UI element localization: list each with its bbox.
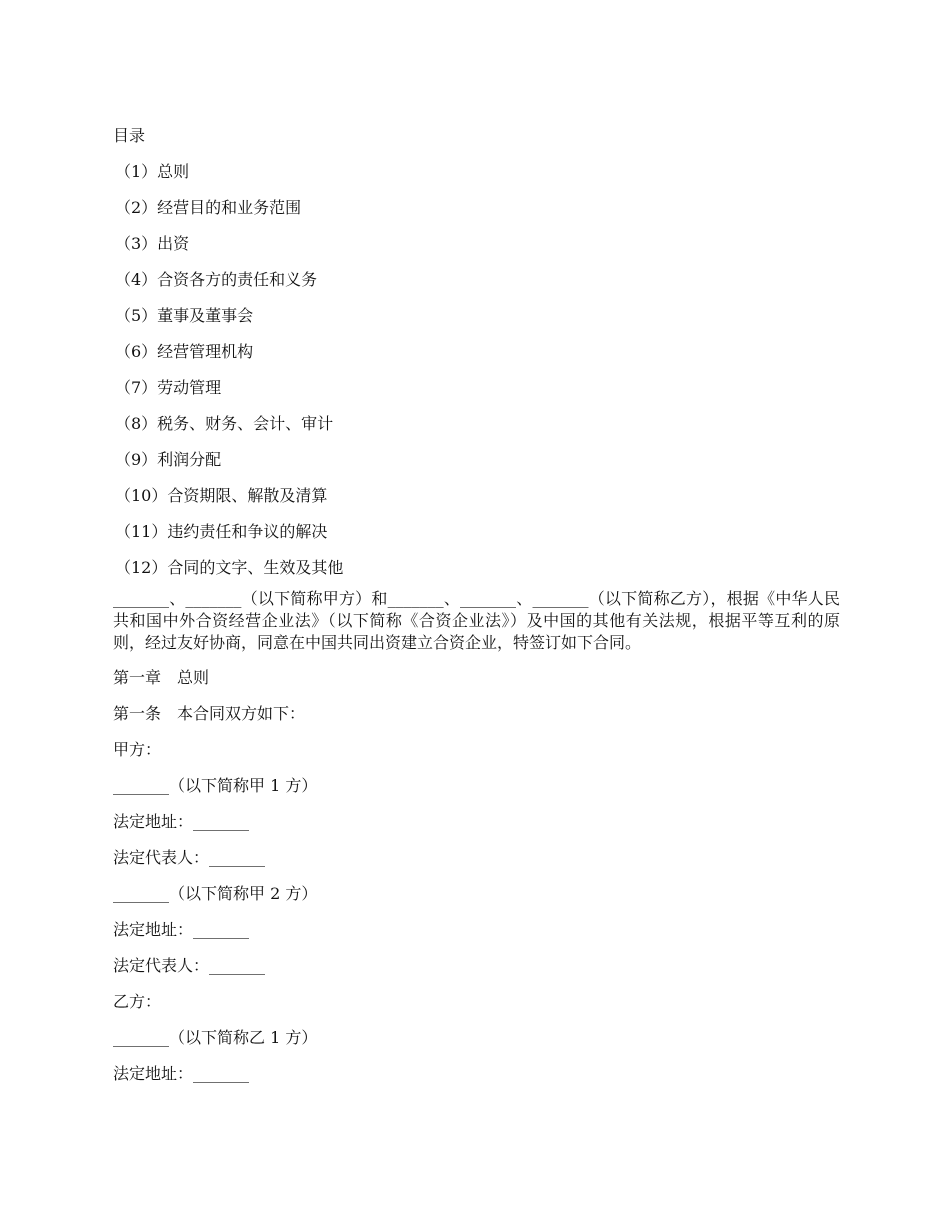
party-a-label: 甲方： [113,740,162,759]
toc-item: （8）税务、财务、会计、审计 [115,414,334,433]
toc-item: （4）合资各方的责任和义务 [115,270,318,289]
toc-item: （2）经营目的和业务范围 [115,198,302,217]
toc-title: 目录 [113,126,146,145]
document-page [113,126,840,1100]
preamble-paragraph: _______、_______（以下简称甲方）和_______、_______、_______（以下简称乙方），根据《中华人民共和国中外合资经营企业法》（以下简称《合资企业法》）及中国的其他有关法规，根据平等互利的原则，经过友好协商，同意在中国共同出资建立合资企业，特签订如下合同。 [113,589,840,652]
party-a1-name: _______（以下简称甲 1 方） [113,776,318,795]
toc-item: （1）总则 [115,162,190,181]
party-a1-representative: 法定代表人：_______ [113,848,266,867]
toc-item: （3）出资 [115,234,190,253]
toc-item: （11）违约责任和争议的解决 [115,522,328,541]
party-b-label: 乙方： [113,992,162,1011]
party-a2-name: _______（以下简称甲 2 方） [113,884,318,903]
article-heading: 第一条 本合同双方如下： [113,704,306,723]
party-a2-address: 法定地址：_______ [113,920,250,939]
toc-item: （9）利润分配 [115,450,222,469]
chapter-title: 第一章 总则 [113,668,210,687]
party-a2-representative: 法定代表人：_______ [113,956,266,975]
party-b1-name: _______（以下简称乙 1 方） [113,1028,318,1047]
toc-item: （7）劳动管理 [115,378,222,397]
toc-item: （6）经营管理机构 [115,342,254,361]
party-a1-address: 法定地址：_______ [113,812,250,831]
toc-item: （10）合资期限、解散及清算 [115,486,328,505]
toc-item: （12）合同的文字、生效及其他 [115,558,344,577]
toc-item: （5）董事及董事会 [115,306,254,325]
party-b1-address: 法定地址：_______ [113,1064,250,1083]
